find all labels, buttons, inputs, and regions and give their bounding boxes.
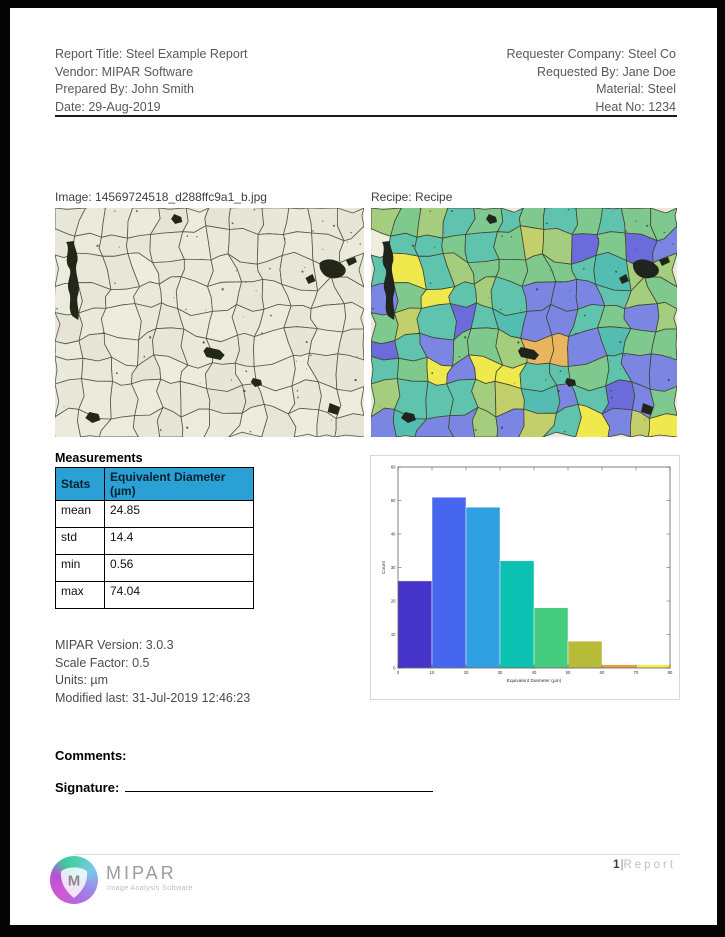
signature-line	[125, 778, 433, 792]
table-header-row	[56, 468, 254, 501]
recipe-caption: Recipe: Recipe	[371, 190, 453, 204]
svg-text:50: 50	[565, 670, 571, 675]
report-header-left	[55, 46, 247, 116]
stat-name: max	[56, 582, 105, 609]
stat-value: 74.04	[105, 582, 254, 609]
logo-wordmark: MIPAR	[106, 863, 177, 883]
stat-name: min	[56, 555, 105, 582]
stat-value: 14.4	[105, 528, 254, 555]
units-line: Units: µm	[55, 673, 109, 687]
svg-text:60: 60	[390, 464, 396, 470]
page-number-value: 1	[613, 859, 621, 871]
comments-label: Comments:	[55, 748, 127, 763]
svg-text:Equivalent Diameter (µm): Equivalent Diameter (µm)	[506, 679, 562, 684]
logo-m-glyph: M	[67, 872, 81, 890]
vendor-line: Vendor: MIPAR Software	[55, 64, 194, 79]
mipar-logo	[50, 856, 98, 904]
svg-text:10: 10	[429, 670, 435, 675]
measurements-title: Measurements	[55, 451, 143, 465]
svg-text:0: 0	[396, 670, 400, 675]
report-header-right	[506, 46, 676, 116]
micrograph-image	[55, 208, 364, 437]
svg-text:20: 20	[390, 598, 396, 604]
svg-text:50: 50	[390, 497, 396, 503]
date-line: Date: 29-Aug-2019	[55, 99, 161, 114]
table-row	[56, 555, 254, 582]
svg-text:80: 80	[667, 670, 673, 675]
header-divider	[55, 115, 677, 117]
signature-row	[55, 778, 433, 795]
scale-factor-line: Scale Factor: 0.5	[55, 655, 150, 670]
mipar-version-line: MIPAR Version: 3.0.3	[55, 638, 174, 652]
svg-text:0: 0	[393, 665, 396, 671]
table-row	[56, 528, 254, 555]
requester-company-line: Requester Company: Steel Co	[506, 47, 676, 61]
logo-tagline: Image Analysis Software	[107, 885, 193, 892]
svg-text:30: 30	[497, 670, 503, 675]
analysis-info	[55, 637, 250, 707]
stat-name: std	[56, 528, 105, 555]
image-caption: Image: 14569724518_d288ffc9a1_b.jpg	[55, 190, 267, 204]
material-line: Material: Steel	[596, 82, 676, 96]
prepared-by-line: Prepared By: John Smith	[55, 82, 194, 96]
mipar-shield-icon	[50, 856, 98, 904]
stat-name: mean	[56, 501, 105, 528]
signature-label: Signature:	[55, 780, 120, 795]
histogram-chart	[370, 455, 680, 700]
column-header-stats: Stats	[56, 468, 105, 501]
svg-text:10: 10	[390, 631, 396, 637]
svg-text:40: 40	[390, 531, 396, 537]
table-row	[56, 582, 254, 609]
report-title-line: Report Title: Steel Example Report	[55, 47, 248, 61]
svg-text:60: 60	[599, 670, 605, 675]
stat-value: 24.85	[105, 501, 254, 528]
svg-text:20: 20	[463, 670, 469, 675]
svg-text:30: 30	[390, 564, 396, 570]
column-header-diameter: Equivalent Diameter (µm)	[105, 468, 254, 501]
report-page	[10, 8, 717, 925]
svg-text:Count: Count	[382, 561, 387, 574]
page-number-label: Report	[623, 859, 676, 871]
recipe-overlay-image	[371, 208, 677, 437]
svg-text:40: 40	[531, 670, 537, 675]
modified-last-line: Modified last: 31-Jul-2019 12:46:23	[55, 690, 251, 705]
svg-text:70: 70	[633, 670, 639, 675]
heat-no-line: Heat No: 1234	[595, 99, 676, 114]
requested-by-line: Requested By: Jane Doe	[537, 64, 676, 79]
stat-value: 0.56	[105, 555, 254, 582]
footer-divider	[74, 854, 680, 855]
measurements-table	[55, 467, 254, 609]
page-number	[613, 859, 676, 871]
table-row	[56, 501, 254, 528]
page-number-separator: |	[620, 859, 624, 871]
